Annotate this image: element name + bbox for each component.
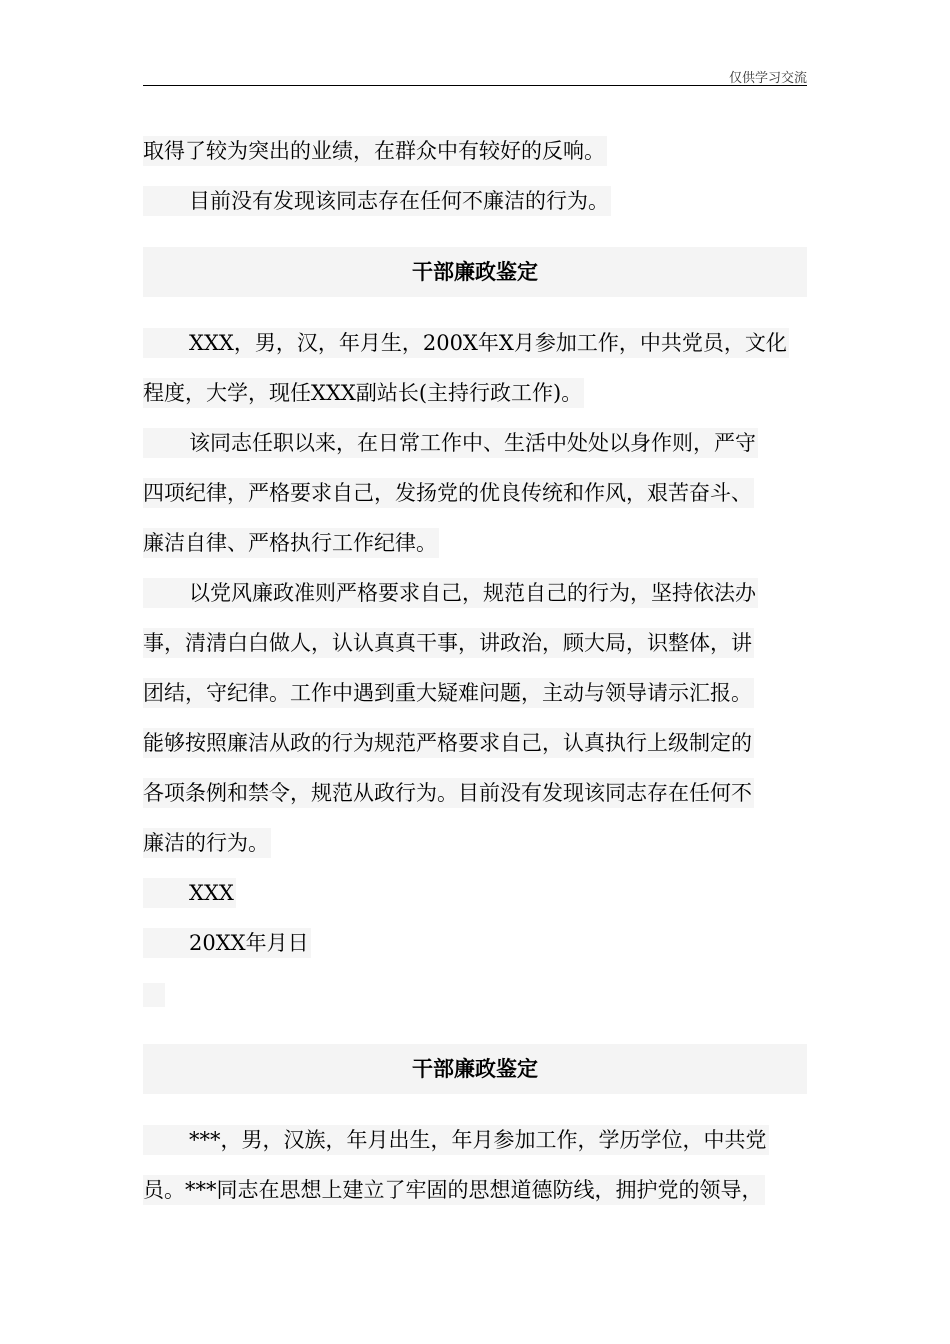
paragraph-line: 取得了较为突出的业绩，在群众中有较好的反响。 (143, 126, 807, 176)
section-title: 干部廉政鉴定 (143, 247, 807, 297)
document-body (143, 126, 807, 1215)
empty-paragraph (143, 968, 807, 1018)
paragraph-line: 事，清清白白做人，认认真真干事，讲政治，顾大局，识整体，讲 (143, 618, 807, 668)
paragraph-line: 团结，守纪律。工作中遇到重大疑难问题，主动与领导请示汇报。 (143, 668, 807, 718)
paragraph-line: 目前没有发现该同志存在任何不廉洁的行为。 (143, 176, 807, 226)
paragraph-line: XXX，男，汉，年月生，200X年X月参加工作，中共党员，文化 (143, 318, 807, 368)
header-rule (143, 85, 807, 86)
paragraph-line: 廉洁的行为。 (143, 818, 807, 868)
paragraph-line: 各项条例和禁令，规范从政行为。目前没有发现该同志存在任何不 (143, 768, 807, 818)
signature-line: XXX (143, 868, 807, 918)
paragraph-line: 程度，大学，现任XXX副站长(主持行政工作)。 (143, 368, 807, 418)
section-title: 干部廉政鉴定 (143, 1044, 807, 1094)
paragraph-line: 四项纪律，严格要求自己，发扬党的优良传统和作风，艰苦奋斗、 (143, 468, 807, 518)
paragraph-line: 以党风廉政准则严格要求自己，规范自己的行为，坚持依法办 (143, 568, 807, 618)
date-line: 20XX年月日 (143, 918, 807, 968)
paragraph-line: 廉洁自律、严格执行工作纪律。 (143, 518, 807, 568)
header-note: 仅供学习交流 (728, 71, 807, 86)
paragraph-line: 员。***同志在思想上建立了牢固的思想道德防线，拥护党的领导， (143, 1165, 807, 1215)
paragraph-line: 能够按照廉洁从政的行为规范严格要求自己，认真执行上级制定的 (143, 718, 807, 768)
paragraph-line: ***，男，汉族，年月出生，年月参加工作，学历学位，中共党 (143, 1115, 807, 1165)
paragraph-line: 该同志任职以来，在日常工作中、生活中处处以身作则，严守 (143, 418, 807, 468)
